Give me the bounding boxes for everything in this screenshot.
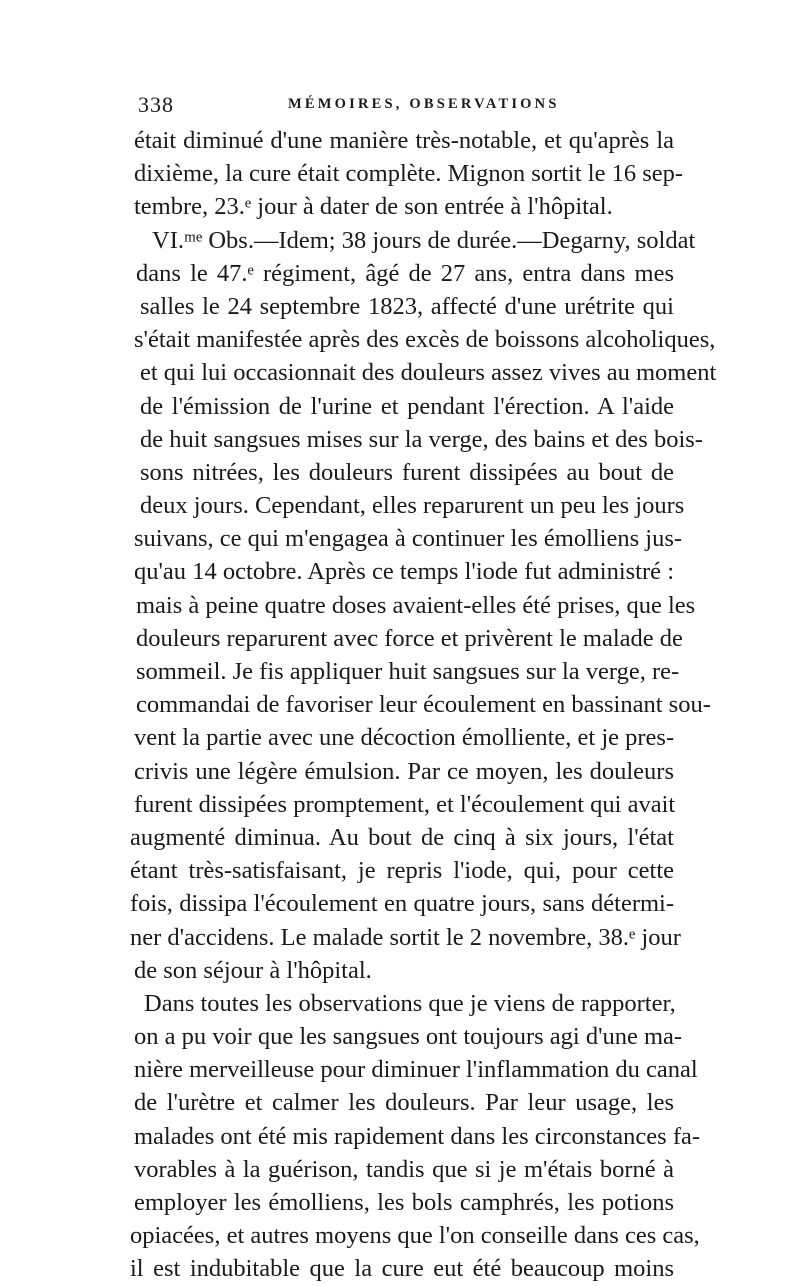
text-line: salles le 24 septembre 1823, affecté d'une urétrite qui: [140, 292, 674, 320]
text-line: on a pu voir que les sangsues ont toujours agi d'une ma-: [134, 1023, 683, 1051]
text-line: de l'émission de l'urine et pendant l'érection. A l'aide: [140, 392, 674, 420]
text-line: deux jours. Cependant, elles reparurent un peu les jours: [140, 492, 685, 520]
text-line: ner d'accidens. Le malade sortit le 2 novembre, 38.ᵉ jour: [130, 923, 681, 951]
text-line: commandai de favoriser leur écoulement en bassinant sou-: [136, 691, 711, 719]
text-line: il est indubitable que la cure eut été beaucoup moins: [130, 1255, 674, 1283]
text-line: était diminué d'une manière très-notable, et qu'après la: [134, 127, 674, 154]
text-line: de son séjour à l'hôpital.: [134, 956, 372, 984]
text-line: dixième, la cure était complète. Mignon sortit le 16 sep-: [134, 160, 684, 188]
text-line: vent la partie avec une décoction émolliente, et je pres-: [134, 724, 675, 752]
text-line: fois, dissipa l'écoulement en quatre jours, sans détermi-: [130, 890, 674, 918]
text-line: dans le 47.ᵉ régiment, âgé de 27 ans, entra dans mes: [136, 259, 674, 287]
text-line: de huit sangsues mises sur la verge, des bains et des bois-: [140, 425, 703, 453]
text-line: opiacées, et autres moyens que l'on conseille dans ces cas,: [130, 1222, 700, 1250]
text-line: nière merveilleuse pour diminuer l'inflammation du canal: [134, 1056, 698, 1084]
text-line: Dans toutes les observations que je viens de rapporter,: [144, 989, 676, 1017]
text-line: tembre, 23.ᵉ jour à dater de son entrée à l'hôpital.: [134, 193, 613, 221]
text-line: augmenté diminua. Au bout de cinq à six jours, l'état: [130, 823, 674, 851]
running-title: MÉMOIRES, OBSERVATIONS: [288, 96, 560, 112]
text-line: furent dissipées promptement, et l'écoulement qui avait: [134, 790, 676, 818]
text-line: sons nitrées, les douleurs furent dissipées au bout de: [140, 458, 674, 486]
text-line: VI.ᵐᵉ Obs.—Idem; 38 jours de durée.—Degarny, soldat: [152, 226, 696, 254]
text-line: sommeil. Je fis appliquer huit sangsues sur la verge, re-: [136, 658, 680, 685]
text-line: suivans, ce qui m'engagea à continuer les émolliens jus-: [134, 525, 683, 553]
text-line: employer les émolliens, les bols camphrés, les potions: [134, 1189, 674, 1216]
body-text: [130, 124, 717, 1286]
text-line: qu'au 14 octobre. Après ce temps l'iode fut administré :: [134, 558, 674, 586]
text-line: étant très-satisfaisant, je repris l'iode, qui, pour cette: [130, 857, 674, 885]
text-line: vorables à la guérison, tandis que si je m'étais borné à: [134, 1155, 674, 1183]
text-line: de l'urètre et calmer les douleurs. Par leur usage, les: [134, 1089, 674, 1117]
text-line: s'était manifestée après des excès de boissons alcoholiques,: [134, 326, 716, 354]
page-number: 338: [138, 92, 174, 117]
text-line: douleurs reparurent avec force et privèrent le malade de: [136, 624, 683, 652]
text-line: et qui lui occasionnait des douleurs assez vives au moment: [140, 359, 717, 387]
text-line: crivis une légère émulsion. Par ce moyen, les douleurs: [134, 757, 674, 785]
text-line: malades ont été mis rapidement dans les circonstances fa-: [134, 1122, 701, 1150]
running-head: [138, 92, 678, 122]
text-line: mais à peine quatre doses avaient-elles été prises, que les: [136, 591, 696, 619]
